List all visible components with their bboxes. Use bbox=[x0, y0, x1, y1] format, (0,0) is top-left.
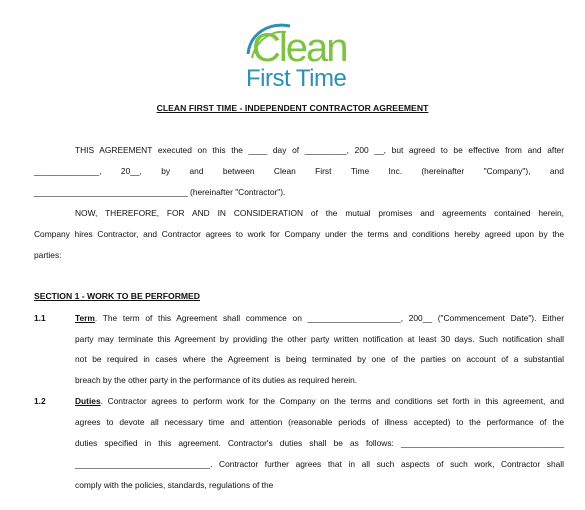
word: and bbox=[549, 166, 564, 176]
word: Clean bbox=[273, 166, 296, 176]
blank-date: ______________, bbox=[34, 166, 102, 176]
intro-line-6: parties: bbox=[34, 250, 62, 260]
clause-number: 1.1 bbox=[34, 313, 46, 323]
intro-line-3: _________________________________ (hereinafter "Contractor"). bbox=[34, 187, 286, 197]
word: by bbox=[161, 166, 171, 176]
clause-1-2-line-5: comply with the policies, standards, regulations of the bbox=[75, 480, 274, 490]
term-heading: Term bbox=[75, 313, 95, 323]
clause-1-1-line-3: not be required in cases where the Agreement is being terminated by one of the parties on account of a substantial bbox=[75, 354, 564, 364]
word: Inc. bbox=[388, 166, 403, 176]
section-1-heading: SECTION 1 - WORK TO BE PERFORMED bbox=[34, 291, 200, 301]
intro-line-5: Company hires Contractor, and Contractor agrees to work for Company under the terms and conditions hereby agreed upon by the bbox=[34, 229, 564, 239]
clause-text: . The term of this Agreement shall commence on ____________________, 200__ ("Commencement Date"). Either bbox=[94, 313, 564, 323]
clause-text: . Contractor agrees to perform work for the Company on the terms and conditions set forth in this agreement, and bbox=[100, 396, 564, 406]
company-logo bbox=[238, 14, 358, 92]
intro-line-2 bbox=[34, 166, 564, 176]
logo-subtitle: First Time bbox=[246, 65, 347, 92]
word: (hereinafter bbox=[421, 166, 465, 176]
intro-line-1: THIS AGREEMENT executed on this the ____ day of _________, 200 __, but agreed to be effective from and after bbox=[75, 145, 564, 155]
clause-1-2-line-2: agrees to devote all necessary time and attention (reasonable periods of illness accepted) to the performance of the bbox=[75, 417, 564, 427]
word: "Company"), bbox=[483, 166, 531, 176]
document-title: CLEAN FIRST TIME - INDEPENDENT CONTRACTOR AGREEMENT bbox=[156, 103, 429, 113]
duties-heading: Duties bbox=[75, 396, 101, 406]
logo-word: Clean bbox=[252, 26, 347, 70]
clause-1-1-line-2: party may terminate this Agreement by providing the other party written notification at least 30 days. Such notification shall bbox=[75, 334, 564, 344]
clause-1-2-line-1 bbox=[75, 396, 564, 406]
clause-1-1-line-4: breach by the other party in the performance of its duties as required herein. bbox=[75, 375, 358, 385]
clause-1-2-line-3: duties specified in this agreement. Contractor's duties shall be as follows: ___________________________________ bbox=[75, 438, 564, 448]
intro-line-4: NOW, THEREFORE, FOR AND IN CONSIDERATION of the mutual promises and agreements contained herein, bbox=[75, 208, 564, 218]
year-field: 20__, bbox=[120, 166, 142, 176]
clause-1-2-line-4: _____________________________. Contractor further agrees that in all such aspects of such work, Contractor shall bbox=[75, 459, 564, 469]
word: Time bbox=[350, 166, 370, 176]
word: between bbox=[222, 166, 255, 176]
word: and bbox=[189, 166, 204, 176]
clause-1-1-line-1 bbox=[75, 313, 564, 323]
clause-number: 1.2 bbox=[34, 396, 46, 406]
word: First bbox=[315, 166, 332, 176]
